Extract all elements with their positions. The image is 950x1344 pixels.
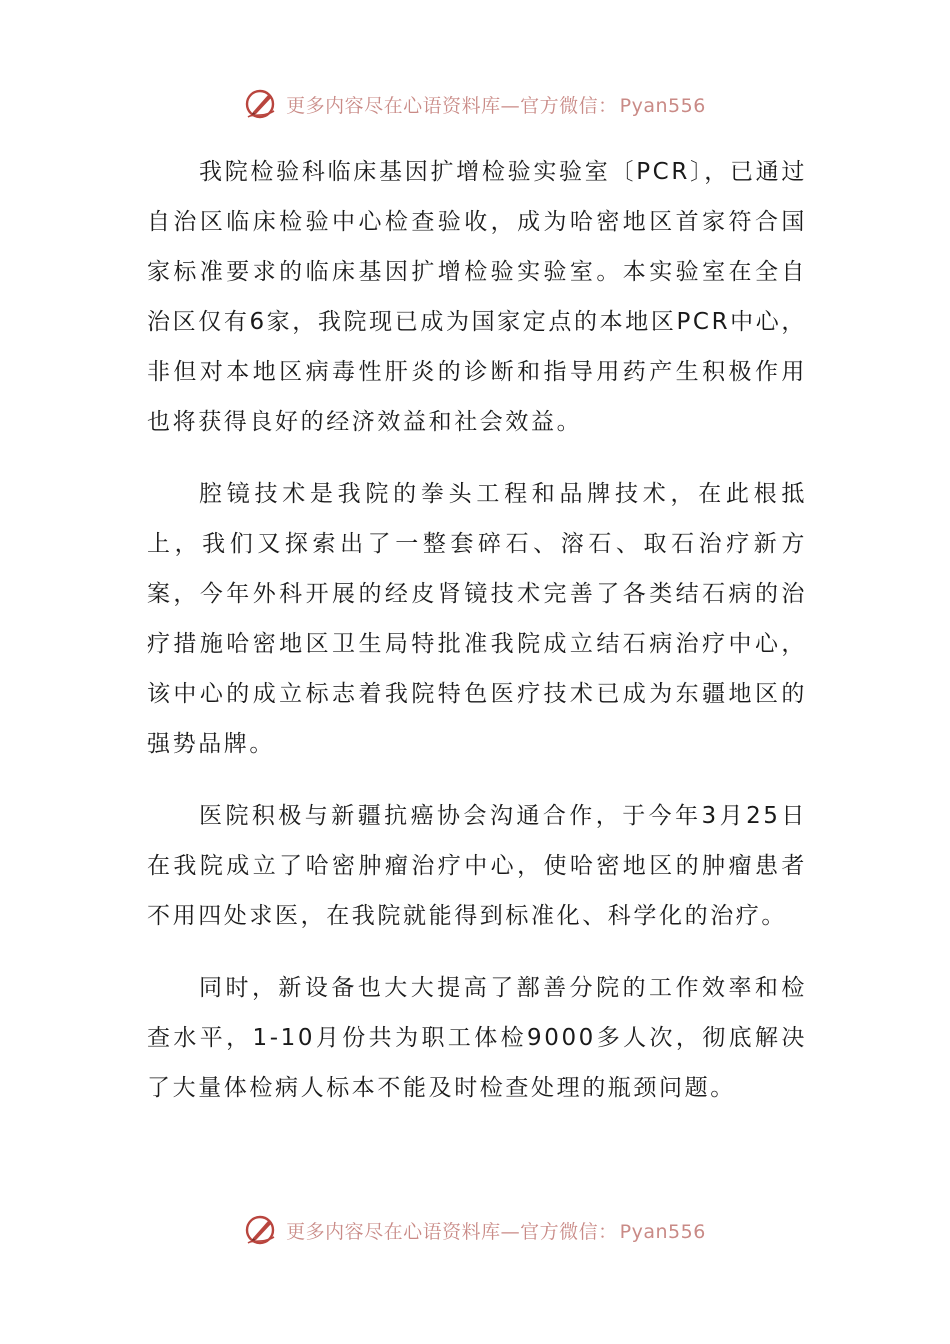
- paragraph-tumor-center: 医院积极与新疆抗癌协会沟通合作，于今年3月25日在我院成立了哈密肿瘤治疗中心，使哈密地区的肿瘤患者不用四处求医，在我院就能得到标准化、科学化的治疗。: [147, 803, 807, 929]
- document-body: [147, 147, 807, 1135]
- paragraph-equipment: 同时，新设备也大大提高了鄯善分院的工作效率和检查水平，1-10月份共为职工体检9000多人次，彻底解决了大量体检病人标本不能及时检查处理的瓶颈问题。: [147, 975, 807, 1101]
- paragraph-pcr-lab: 我院检验科临床基因扩增检验实验室〔PCR〕，已通过自治区临床检验中心检查验收，成为哈密地区首家符合国家标准要求的临床基因扩增检验实验室。本实验室在全自治区仅有6家，我院现已成为国家定点的本地区PCR中心，非但对本地区病毒性肝炎的诊断和指导用药产生积极作用也将获得良好的经济效益和社会效益。: [147, 159, 807, 435]
- watermark-text: 更多内容尽在心语资料库—官方微信： Pyan556: [286, 1220, 706, 1243]
- paragraph-endoscopy: 腔镜技术是我院的拳头工程和品牌技术，在此根抵上，我们又探索出了一整套碎石、溶石、取石治疗新方案，今年外科开展的经皮肾镜技术完善了各类结石病的治疗措施哈密地区卫生局特批准我院成立结石病治疗中心，该中心的成立标志着我院特色医疗技术已成为东疆地区的强势品牌。: [147, 481, 807, 757]
- header-watermark: [0, 86, 950, 122]
- pen-signature-icon: [244, 1213, 278, 1247]
- pen-signature-icon: [244, 87, 278, 121]
- watermark-handle: Pyan556: [619, 94, 706, 117]
- watermark-handle: Pyan556: [619, 1220, 706, 1243]
- footer-watermark: [0, 1212, 950, 1248]
- watermark-text: 更多内容尽在心语资料库—官方微信： Pyan556: [286, 94, 706, 117]
